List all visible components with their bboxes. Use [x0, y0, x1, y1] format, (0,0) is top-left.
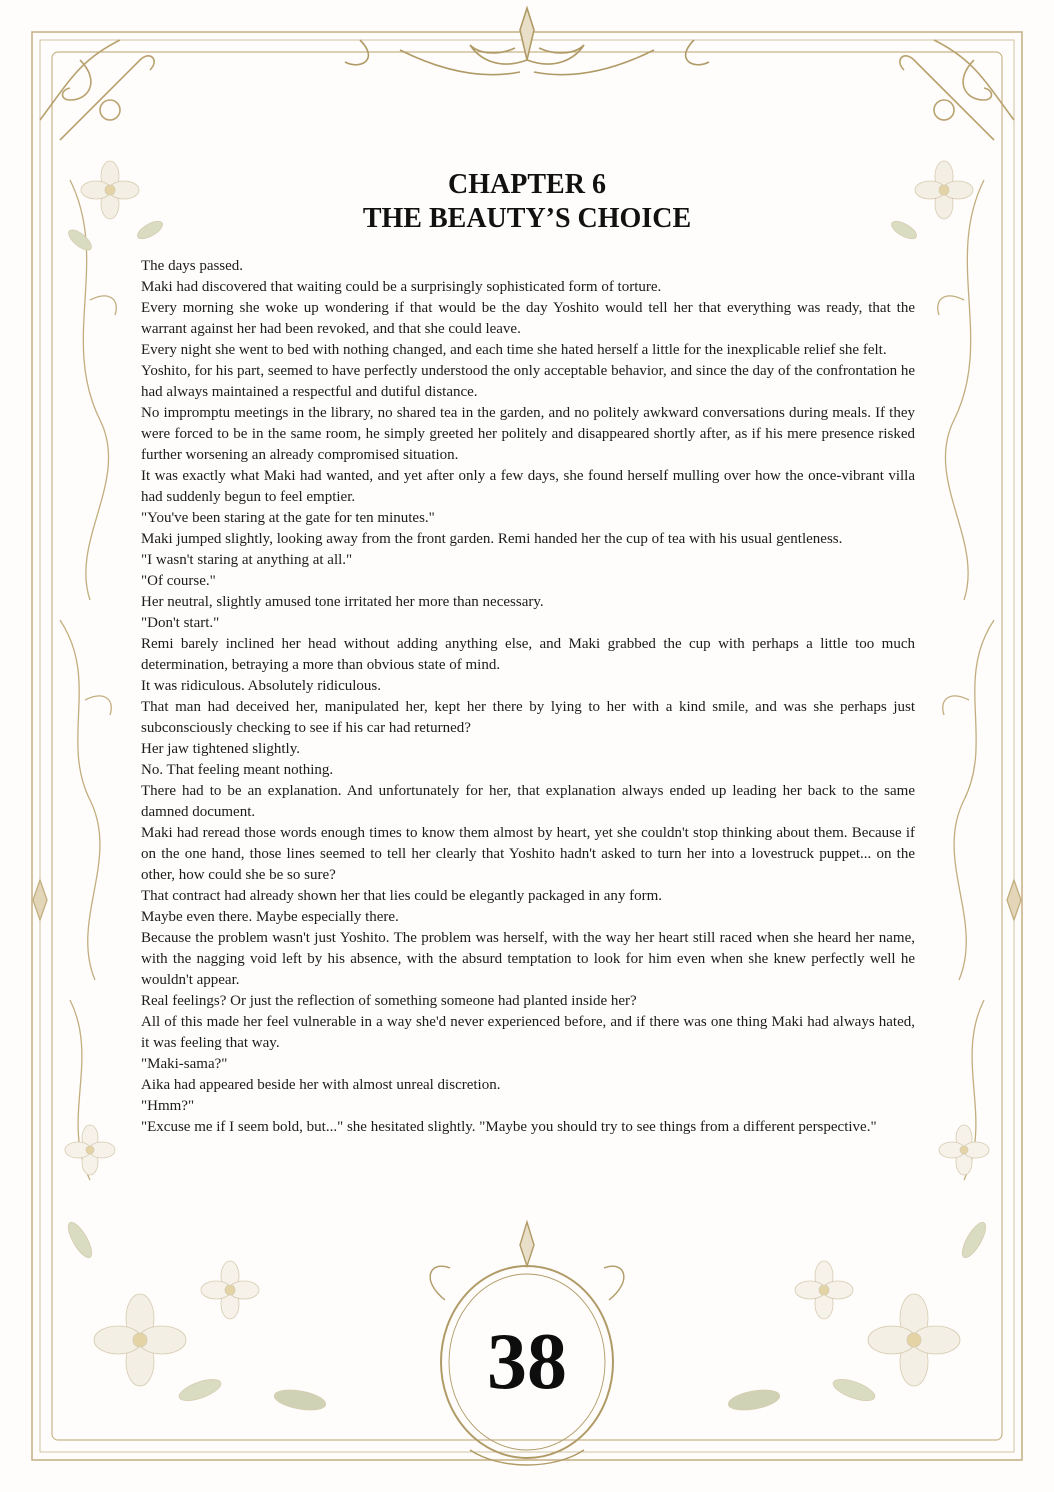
paragraph: Her neutral, slightly amused tone irritated her more than necessary.: [141, 594, 544, 610]
paragraph: Her jaw tightened slightly.: [141, 741, 300, 757]
paragraph: "Maki-sama?": [141, 1056, 228, 1072]
chapter-title: THE BEAUTY’S CHOICE: [362, 203, 692, 234]
corner-ornament-top-right: [900, 40, 1014, 140]
corner-ornament-top-left: [40, 40, 154, 140]
paragraph: "Of course.": [141, 573, 216, 589]
chapter-number: CHAPTER 6: [448, 169, 606, 200]
paragraph: Maki jumped slightly, looking away from the front garden. Remi handed her the cup of tea with his usual gentleness.: [141, 531, 843, 547]
paragraph: Every night she went to bed with nothing changed, and each time she hated herself a little for the inexplicable relief she felt.: [141, 342, 887, 358]
paragraph: That man had deceived her, manipulated her, kept her there by lying to her with a kind smile, and was she perhaps just subconsciously checking to see if his car had returned?: [141, 699, 915, 736]
paragraph: Yoshito, for his part, seemed to have perfectly understood the only acceptable behavior, and since the day of the confrontation he had always maintained a respectful and dutiful distance.: [141, 363, 915, 400]
paragraph: Every morning she woke up wondering if that would be the day Yoshito would tell her that everything was ready, that the warrant against her had been revoked, and that she could leave.: [141, 300, 915, 337]
paragraph: "Don't start.": [141, 615, 220, 631]
paragraph: No impromptu meetings in the library, no shared tea in the garden, and no politely awkward conversations during meals. If they were forced to be in the same room, he simply greeted her politely and disappeared shortly after, as if his mere presence risked further worsening an already compromised situation.: [141, 405, 915, 463]
paragraph: "Hmm?": [141, 1098, 195, 1114]
left-vine-ornament: [33, 180, 116, 1180]
flower-cluster-bottom-left: [64, 1125, 327, 1413]
top-fleur-ornament: [345, 8, 709, 75]
paragraph: Maybe even there. Maybe especially there.: [141, 909, 399, 925]
paragraph: Maki had reread those words enough times to know them almost by heart, yet she couldn't stop thinking about them. Because if on the one hand, those lines seemed to tell her clearly that Yoshito hadn't asked to turn her into a lovestruck puppet... on the other, how could she be so sure?: [141, 825, 915, 883]
flower-cluster-bottom-right: [727, 1125, 990, 1413]
paragraph: Maki had discovered that waiting could be a surprisingly sophisticated form of torture.: [141, 279, 662, 295]
paragraph: Because the problem wasn't just Yoshito. The problem was herself, with the way her heart still raced when she heard her name, with the nagging void left by his absence, with the absurd temptation to look for him even when she knew perfectly well he wouldn't appear.: [141, 930, 915, 988]
right-vine-ornament: [938, 180, 1021, 1180]
paragraph: "You've been staring at the gate for ten minutes.": [141, 510, 435, 526]
paragraph: Real feelings? Or just the reflection of something someone had planted inside her?: [141, 993, 637, 1009]
paragraph: No. That feeling meant nothing.: [141, 762, 334, 778]
paragraph: It was ridiculous. Absolutely ridiculous.: [141, 678, 381, 694]
paragraph: The days passed.: [141, 258, 244, 274]
paragraph: All of this made her feel vulnerable in a way she'd never experienced before, and if there was one thing Maki had always hated, it was feeling that way.: [141, 1014, 915, 1051]
paragraph: Aika had appeared beside her with almost unreal discretion.: [141, 1077, 501, 1093]
chapter-heading: [0, 168, 1054, 236]
page-number: 38: [487, 1318, 567, 1406]
paragraph: "I wasn't staring at anything at all.": [141, 552, 353, 568]
paragraph: Remi barely inclined her head without adding anything else, and Maki grabbed the cup with perhaps a little too much determination, betraying a more than obvious state of mind.: [141, 636, 915, 673]
paragraph: It was exactly what Maki had wanted, and yet after only a few days, she found herself mulling over how the once-vibrant villa had suddenly begun to feel emptier.: [141, 468, 915, 505]
paragraph: There had to be an explanation. And unfortunately for her, that explanation always ended up leading her back to the same damned document.: [141, 783, 915, 820]
paragraph: That contract had already shown her that lies could be elegantly packaged in any form.: [141, 888, 663, 904]
paragraph: "Excuse me if I seem bold, but..." she hesitated slightly. "Maybe you should try to see things from a different perspective.": [141, 1119, 877, 1135]
chapter-text: [141, 256, 915, 1138]
